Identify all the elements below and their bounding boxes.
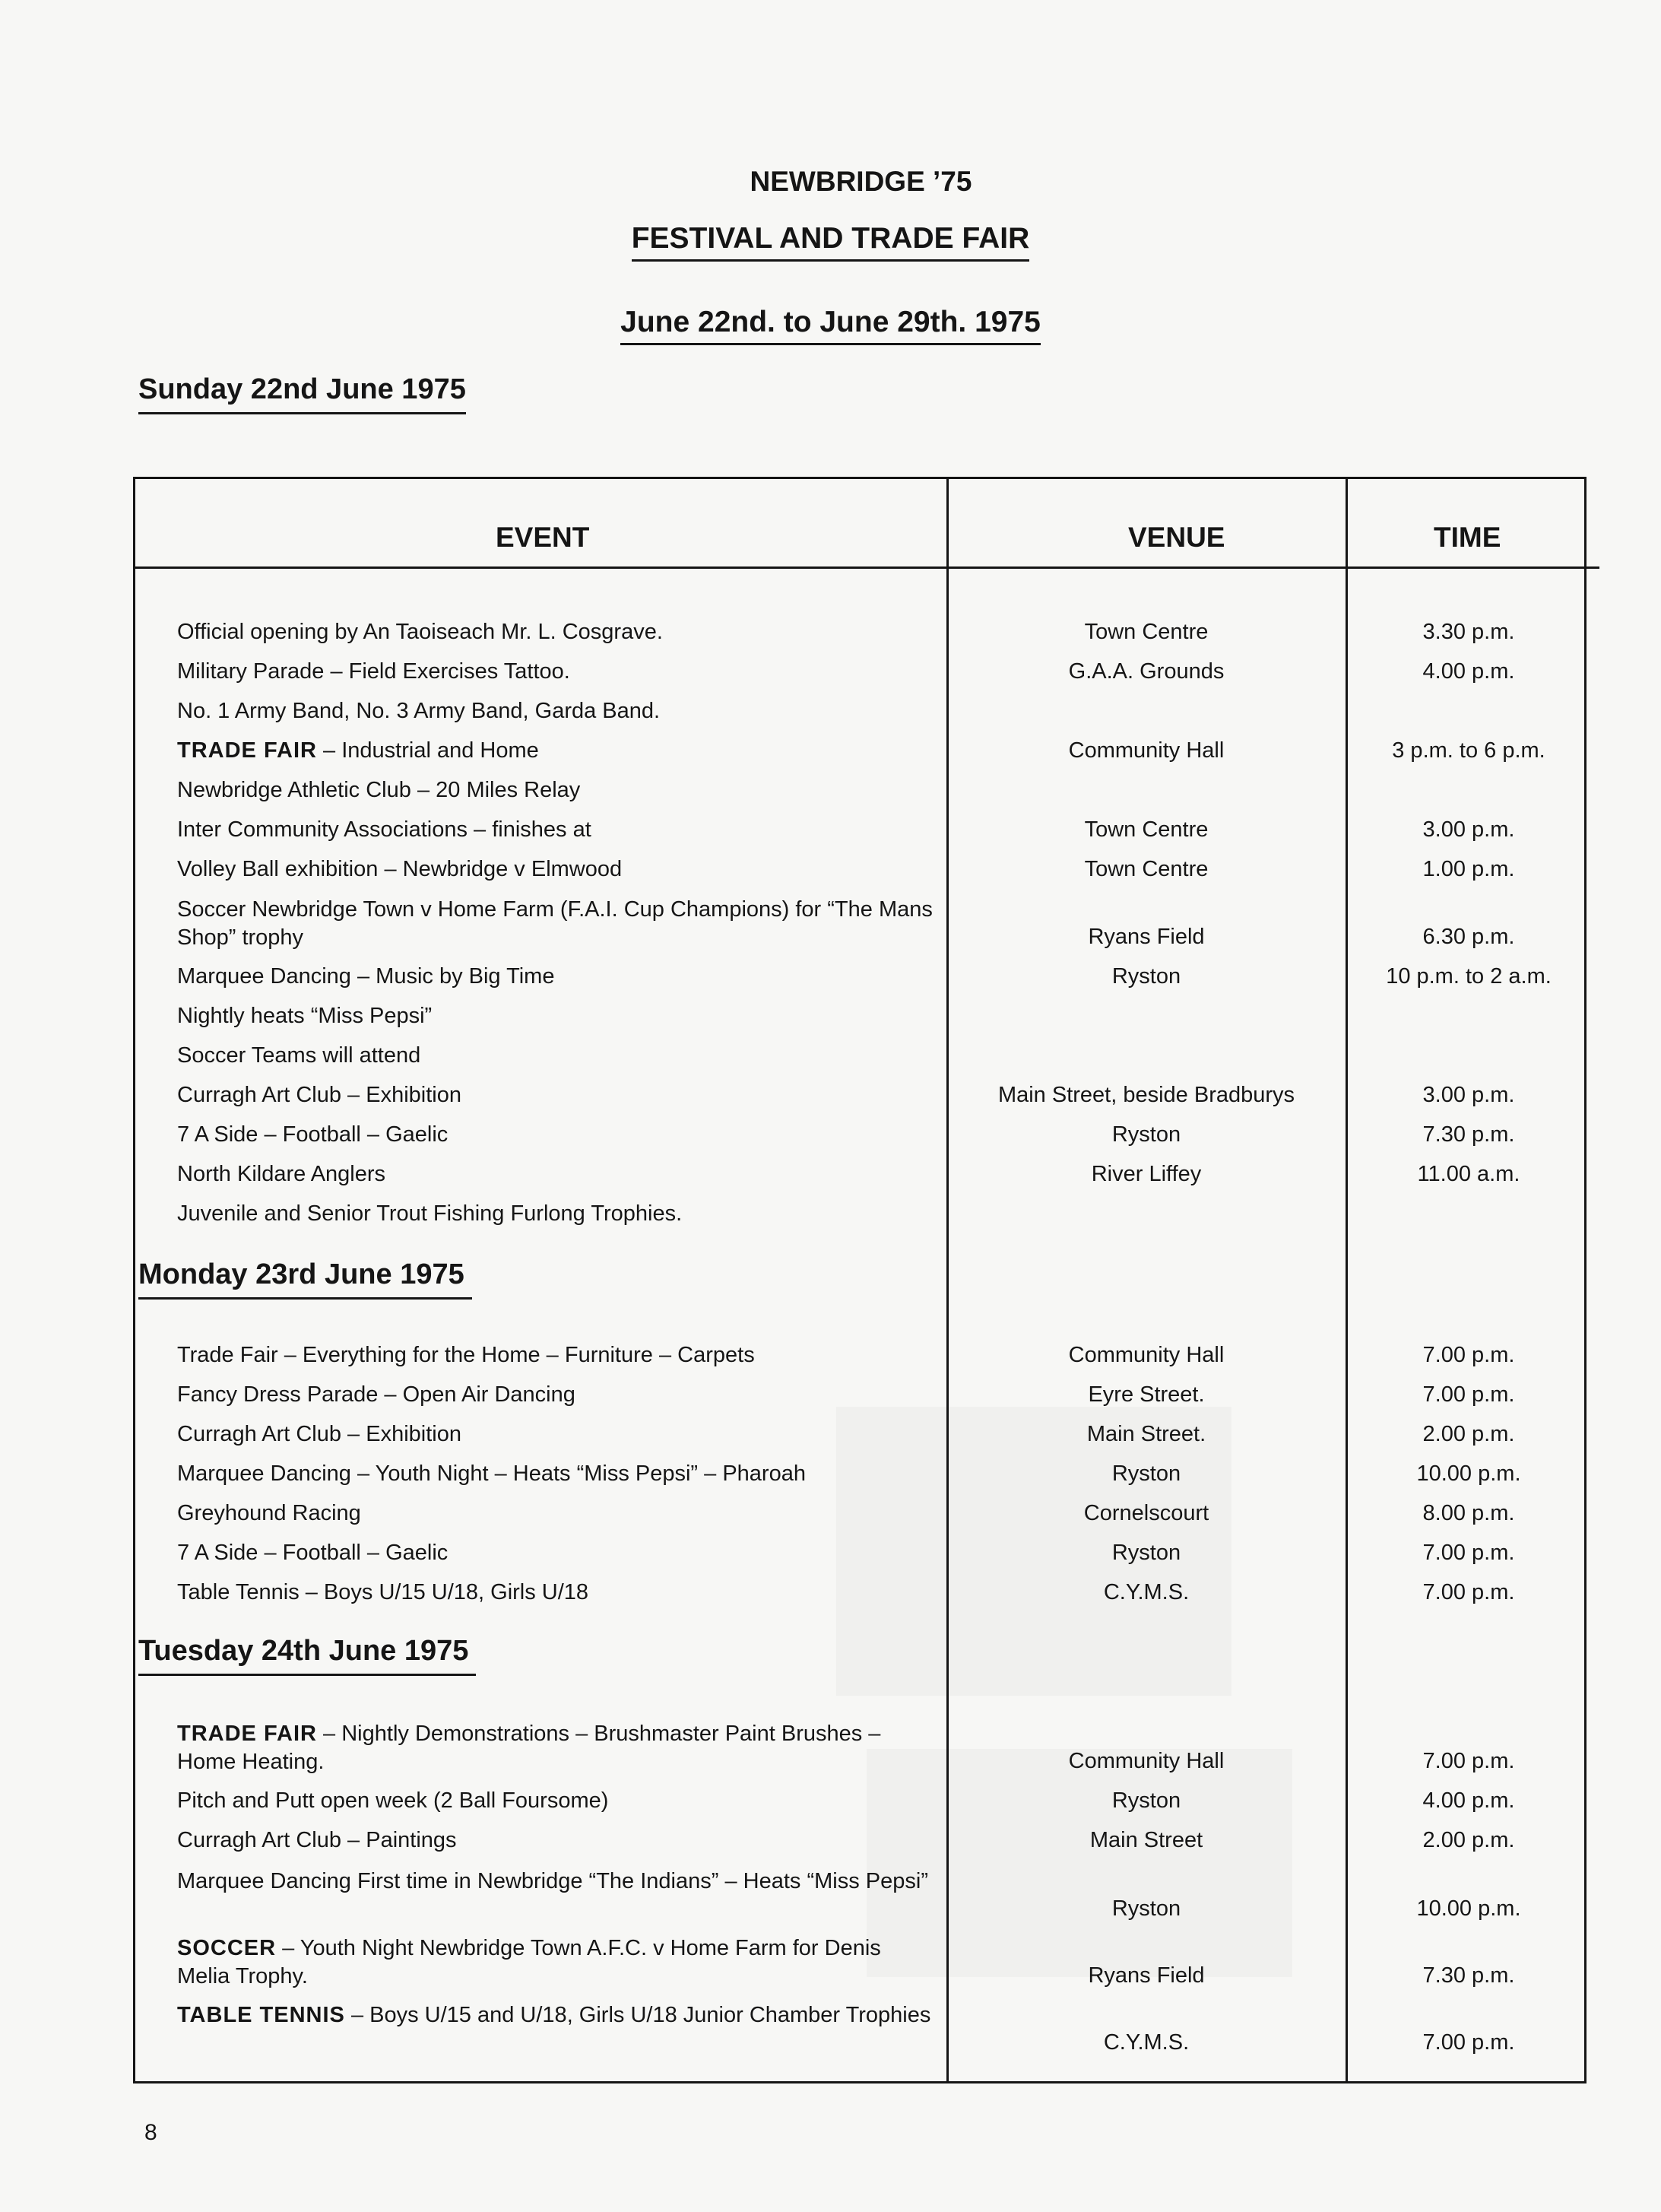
event-cell: SOCCER – Youth Night Newbridge Town A.F.C. v Home Farm for Denis Melia Trophy.: [177, 1936, 881, 1988]
event-cell: Military Parade – Field Exercises Tattoo.: [177, 659, 570, 684]
venue-cell: Ryston: [1111, 1541, 1181, 1565]
schedule-table: [133, 477, 1587, 2083]
time-cell: 3.00 p.m.: [1422, 817, 1515, 842]
event-cell: Volley Ball exhibition – Newbridge v Elmwood: [177, 857, 623, 881]
event-cell: 7 A Side – Football – Gaelic: [177, 1541, 449, 1565]
venue-cell: C.Y.M.S.: [1103, 1580, 1190, 1604]
time-cell: 7.00 p.m.: [1422, 1580, 1515, 1604]
venue-cell: Community Hall: [1068, 1749, 1225, 1773]
venue-cell: G.A.A. Grounds: [1068, 659, 1225, 684]
venue-cell: Eyre Street.: [1088, 1382, 1205, 1407]
venue-cell: Ryston: [1111, 1461, 1181, 1486]
event-cell: Soccer Teams will attend: [177, 1043, 421, 1068]
event-cell: TRADE FAIR – Industrial and Home: [177, 738, 539, 763]
event-cell: TABLE TENNIS – Boys U/15 and U/18, Girls U/18 Junior Chamber Trophies: [177, 2003, 931, 2027]
event-highlight: TRADE FAIR: [177, 1722, 317, 1746]
time-cell: 7.00 p.m.: [1422, 1343, 1515, 1367]
event-cell: 7 A Side – Football – Gaelic: [177, 1122, 449, 1147]
event-cell: Marquee Dancing – Music by Big Time: [177, 964, 555, 989]
event-highlight: TABLE TENNIS: [177, 2003, 345, 2027]
event-cell: Greyhound Racing: [177, 1501, 361, 1525]
event-cell: Newbridge Athletic Club – 20 Miles Relay: [177, 778, 581, 802]
time-cell: 10 p.m. to 2 a.m.: [1386, 964, 1552, 989]
event-cell: Juvenile and Senior Trout Fishing Furlong Trophies.: [177, 1201, 683, 1226]
venue-cell: Main Street.: [1086, 1422, 1206, 1446]
time-cell: 11.00 a.m.: [1417, 1162, 1520, 1186]
day-heading-monday: Monday 23rd June 1975: [138, 1258, 472, 1300]
time-cell: 4.00 p.m.: [1422, 659, 1515, 684]
event-cell: Table Tennis – Boys U/15 U/18, Girls U/18: [177, 1580, 589, 1604]
time-cell: 3.00 p.m.: [1422, 1083, 1515, 1107]
venue-cell: C.Y.M.S.: [1103, 2030, 1190, 2055]
venue-cell: Ryston: [1111, 1896, 1181, 1921]
column-header-event: EVENT: [496, 522, 590, 553]
time-cell: 2.00 p.m.: [1422, 1422, 1515, 1446]
time-cell: 10.00 p.m.: [1416, 1461, 1521, 1486]
header-divider: [135, 566, 1599, 569]
time-cell: 3.30 p.m.: [1422, 620, 1515, 644]
festival-dates: June 22nd. to June 29th. 1975: [0, 306, 1661, 339]
venue-cell: Cornelscourt: [1083, 1501, 1209, 1525]
day-heading-tuesday: Tuesday 24th June 1975: [138, 1635, 476, 1676]
event-cell: North Kildare Anglers: [177, 1162, 386, 1186]
page-subtitle: FESTIVAL AND TRADE FAIR: [0, 222, 1661, 255]
event-cell: No. 1 Army Band, No. 3 Army Band, Garda Band.: [177, 699, 661, 723]
venue-cell: Ryans Field: [1088, 925, 1205, 949]
venue-cell: Town Centre: [1084, 857, 1209, 881]
time-cell: 2.00 p.m.: [1422, 1828, 1515, 1852]
time-cell: 7.30 p.m.: [1422, 1963, 1515, 1988]
time-cell: 7.00 p.m.: [1422, 1749, 1515, 1773]
page-number: 8: [144, 2120, 157, 2145]
time-cell: 7.00 p.m.: [1422, 1541, 1515, 1565]
venue-cell: River Liffey: [1091, 1162, 1202, 1186]
event-highlight: SOCCER: [177, 1936, 277, 1960]
day-heading-sunday: Sunday 22nd June 1975: [138, 373, 466, 414]
event-cell: Marquee Dancing First time in Newbridge “The Indians” – Heats “Miss Pepsi”: [177, 1869, 928, 1893]
venue-cell: Ryans Field: [1088, 1963, 1205, 1988]
time-cell: 7.30 p.m.: [1422, 1122, 1515, 1147]
event-cell: Pitch and Putt open week (2 Ball Foursome): [177, 1788, 609, 1813]
column-header-time: TIME: [1434, 522, 1501, 553]
event-cell: Curragh Art Club – Paintings: [177, 1828, 457, 1852]
time-cell: 1.00 p.m.: [1422, 857, 1515, 881]
time-cell: 7.00 p.m.: [1422, 2030, 1515, 2055]
venue-cell: Town Centre: [1084, 817, 1209, 842]
venue-cell: Community Hall: [1068, 1343, 1225, 1367]
time-cell: 7.00 p.m.: [1422, 1382, 1515, 1407]
venue-cell: Ryston: [1111, 1122, 1181, 1147]
event-cell: Trade Fair – Everything for the Home – Furniture – Carpets: [177, 1343, 755, 1367]
time-cell: 10.00 p.m.: [1416, 1896, 1521, 1921]
time-cell: 3 p.m. to 6 p.m.: [1392, 738, 1545, 763]
event-cell: Inter Community Associations – finishes at: [177, 817, 591, 842]
venue-cell: Main Street: [1089, 1828, 1203, 1852]
event-cell: Official opening by An Taoiseach Mr. L. Cosgrave.: [177, 620, 663, 644]
column-header-venue: VENUE: [1128, 522, 1225, 553]
time-cell: 4.00 p.m.: [1422, 1788, 1515, 1813]
event-cell: Curragh Art Club – Exhibition: [177, 1083, 461, 1107]
venue-cell: Community Hall: [1068, 738, 1225, 763]
time-cell: 8.00 p.m.: [1422, 1501, 1515, 1525]
time-cell: 6.30 p.m.: [1422, 925, 1515, 949]
venue-cell: Ryston: [1111, 964, 1181, 989]
venue-cell: Main Street, beside Bradburys: [997, 1083, 1295, 1107]
event-cell: Fancy Dress Parade – Open Air Dancing: [177, 1382, 575, 1407]
event-highlight: TRADE FAIR: [177, 738, 317, 763]
event-cell: Curragh Art Club – Exhibition: [177, 1422, 461, 1446]
event-cell: Marquee Dancing – Youth Night – Heats “Miss Pepsi” – Pharoah: [177, 1461, 806, 1486]
page-title: NEWBRIDGE ’75: [750, 166, 972, 197]
event-cell: Soccer Newbridge Town v Home Farm (F.A.I. Cup Champions) for “The Mans Shop” trophy: [177, 897, 933, 950]
event-cell: TRADE FAIR – Nightly Demonstrations – Brushmaster Paint Brushes – Home Heating.: [177, 1722, 881, 1774]
venue-cell: Town Centre: [1084, 620, 1209, 644]
event-cell: Nightly heats “Miss Pepsi”: [177, 1004, 433, 1028]
venue-cell: Ryston: [1111, 1788, 1181, 1813]
